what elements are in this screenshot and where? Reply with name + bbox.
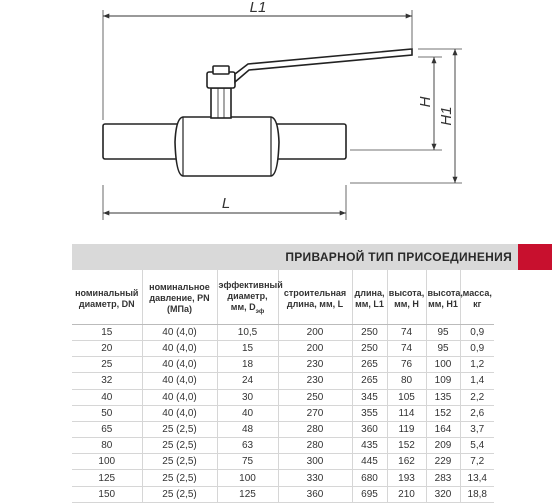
cell-h1: 152 bbox=[426, 405, 460, 421]
spec-title: ПРИВАРНОЙ ТИП ПРИСОЕДИНЕНИЯ bbox=[285, 250, 512, 264]
cell-d-eff: 30 bbox=[217, 389, 278, 405]
cell-l1: 360 bbox=[352, 421, 387, 437]
cell-h1: 135 bbox=[426, 389, 460, 405]
cell-pn: 40 (4,0) bbox=[142, 357, 217, 373]
cell-dn: 32 bbox=[72, 373, 142, 389]
spec-table-body bbox=[72, 324, 552, 502]
cell-mass: 1,4 bbox=[460, 373, 494, 389]
cell-pn: 40 (4,0) bbox=[142, 324, 217, 340]
spec-title-band bbox=[72, 244, 552, 270]
cell-d-eff: 48 bbox=[217, 421, 278, 437]
cell-pn: 25 (2,5) bbox=[142, 486, 217, 502]
cell-d-eff: 10,5 bbox=[217, 324, 278, 340]
cell-l: 300 bbox=[278, 454, 352, 470]
cell-h1: 164 bbox=[426, 421, 460, 437]
cell-mass: 2,2 bbox=[460, 389, 494, 405]
cell-l: 280 bbox=[278, 438, 352, 454]
cell-d-eff: 75 bbox=[217, 454, 278, 470]
cell-h1: 95 bbox=[426, 340, 460, 356]
cell-mass: 0,9 bbox=[460, 324, 494, 340]
table-row bbox=[72, 389, 552, 405]
header-l: строительная длина, мм, L bbox=[278, 270, 352, 324]
table-row bbox=[72, 438, 552, 454]
valve-dimension-drawing bbox=[0, 0, 560, 240]
cell-mass: 5,4 bbox=[460, 438, 494, 454]
cell-mass: 0,9 bbox=[460, 340, 494, 356]
spec-table bbox=[72, 270, 552, 503]
cell-h: 80 bbox=[387, 373, 426, 389]
cell-h1: 229 bbox=[426, 454, 460, 470]
table-row bbox=[72, 421, 552, 437]
header-l1: длина, мм, L1 bbox=[352, 270, 387, 324]
valve-stem bbox=[211, 88, 231, 118]
l-dimension bbox=[103, 185, 346, 220]
header-mass: масса, кг bbox=[460, 270, 494, 324]
table-row bbox=[72, 357, 552, 373]
l1-label: L1 bbox=[249, 0, 267, 16]
l-label: L bbox=[221, 195, 231, 212]
cell-l: 230 bbox=[278, 357, 352, 373]
header-h: высота, мм, H bbox=[387, 270, 426, 324]
cell-h: 152 bbox=[387, 438, 426, 454]
cell-h: 210 bbox=[387, 486, 426, 502]
cell-h1: 209 bbox=[426, 438, 460, 454]
header-dn: номинальный диаметр, DN bbox=[72, 270, 142, 324]
cell-l1: 265 bbox=[352, 373, 387, 389]
stem-top bbox=[213, 66, 229, 74]
cell-pn: 40 (4,0) bbox=[142, 405, 217, 421]
cell-h: 74 bbox=[387, 340, 426, 356]
cell-h1: 95 bbox=[426, 324, 460, 340]
table-row bbox=[72, 340, 552, 356]
header-d-eff-sub: эф bbox=[255, 308, 265, 315]
cell-h: 76 bbox=[387, 357, 426, 373]
cell-h: 119 bbox=[387, 421, 426, 437]
cell-dn: 50 bbox=[72, 405, 142, 421]
cell-l1: 250 bbox=[352, 324, 387, 340]
cell-l: 270 bbox=[278, 405, 352, 421]
cell-d-eff: 18 bbox=[217, 357, 278, 373]
cell-l1: 355 bbox=[352, 405, 387, 421]
cell-pn: 25 (2,5) bbox=[142, 421, 217, 437]
cell-l: 360 bbox=[278, 486, 352, 502]
cell-h: 114 bbox=[387, 405, 426, 421]
cell-d-eff: 63 bbox=[217, 438, 278, 454]
h-dimension bbox=[350, 57, 442, 150]
table-row bbox=[72, 373, 552, 389]
cell-l: 200 bbox=[278, 340, 352, 356]
cell-d-eff: 15 bbox=[217, 340, 278, 356]
cell-l: 280 bbox=[278, 421, 352, 437]
valve-handle bbox=[235, 49, 412, 82]
cell-h: 162 bbox=[387, 454, 426, 470]
cell-d-eff: 24 bbox=[217, 373, 278, 389]
cell-l1: 435 bbox=[352, 438, 387, 454]
table-row bbox=[72, 324, 552, 340]
table-row bbox=[72, 454, 552, 470]
cell-pn: 40 (4,0) bbox=[142, 340, 217, 356]
h1-label: H1 bbox=[438, 106, 455, 126]
header-h1: высота, мм, H1 bbox=[426, 270, 460, 324]
cell-dn: 80 bbox=[72, 438, 142, 454]
cell-h: 74 bbox=[387, 324, 426, 340]
header-d-eff-text: эффективный диаметр, мм, D bbox=[218, 280, 283, 312]
cell-dn: 65 bbox=[72, 421, 142, 437]
spec-table-section bbox=[72, 244, 552, 503]
h1-dimension bbox=[350, 49, 462, 183]
cell-l1: 445 bbox=[352, 454, 387, 470]
cell-h: 105 bbox=[387, 389, 426, 405]
cell-l: 250 bbox=[278, 389, 352, 405]
cell-pn: 25 (2,5) bbox=[142, 470, 217, 486]
cell-dn: 125 bbox=[72, 470, 142, 486]
cell-mass: 1,2 bbox=[460, 357, 494, 373]
cell-l: 200 bbox=[278, 324, 352, 340]
cell-mass: 18,8 bbox=[460, 486, 494, 502]
cell-l1: 250 bbox=[352, 340, 387, 356]
cell-mass: 2,6 bbox=[460, 405, 494, 421]
ball-body bbox=[175, 117, 279, 176]
cell-l: 330 bbox=[278, 470, 352, 486]
table-row bbox=[72, 405, 552, 421]
cell-pn: 25 (2,5) bbox=[142, 454, 217, 470]
cell-mass: 13,4 bbox=[460, 470, 494, 486]
cell-dn: 100 bbox=[72, 454, 142, 470]
h-label: H bbox=[417, 96, 434, 108]
cell-l1: 695 bbox=[352, 486, 387, 502]
cell-h1: 320 bbox=[426, 486, 460, 502]
cell-h1: 100 bbox=[426, 357, 460, 373]
cell-dn: 40 bbox=[72, 389, 142, 405]
cell-l1: 680 bbox=[352, 470, 387, 486]
cell-dn: 15 bbox=[72, 324, 142, 340]
cell-d-eff: 100 bbox=[217, 470, 278, 486]
cell-l1: 265 bbox=[352, 357, 387, 373]
cell-h: 193 bbox=[387, 470, 426, 486]
cell-h1: 283 bbox=[426, 470, 460, 486]
accent-block bbox=[518, 244, 552, 270]
valve-illustration bbox=[103, 49, 412, 176]
header-d-eff bbox=[217, 270, 283, 324]
table-row bbox=[72, 470, 552, 486]
cell-pn: 25 (2,5) bbox=[142, 438, 217, 454]
cell-mass: 3,7 bbox=[460, 421, 494, 437]
cell-dn: 150 bbox=[72, 486, 142, 502]
cell-mass: 7,2 bbox=[460, 454, 494, 470]
cell-dn: 20 bbox=[72, 340, 142, 356]
table-row bbox=[72, 486, 552, 502]
cell-d-eff: 40 bbox=[217, 405, 278, 421]
cell-l1: 345 bbox=[352, 389, 387, 405]
cell-pn: 40 (4,0) bbox=[142, 373, 217, 389]
cell-pn: 40 (4,0) bbox=[142, 389, 217, 405]
header-pn: номинальное давление, PN (МПа) bbox=[142, 270, 217, 324]
cell-l: 230 bbox=[278, 373, 352, 389]
cell-dn: 25 bbox=[72, 357, 142, 373]
cell-d-eff: 125 bbox=[217, 486, 278, 502]
cell-h1: 109 bbox=[426, 373, 460, 389]
table-header-row bbox=[72, 270, 552, 324]
